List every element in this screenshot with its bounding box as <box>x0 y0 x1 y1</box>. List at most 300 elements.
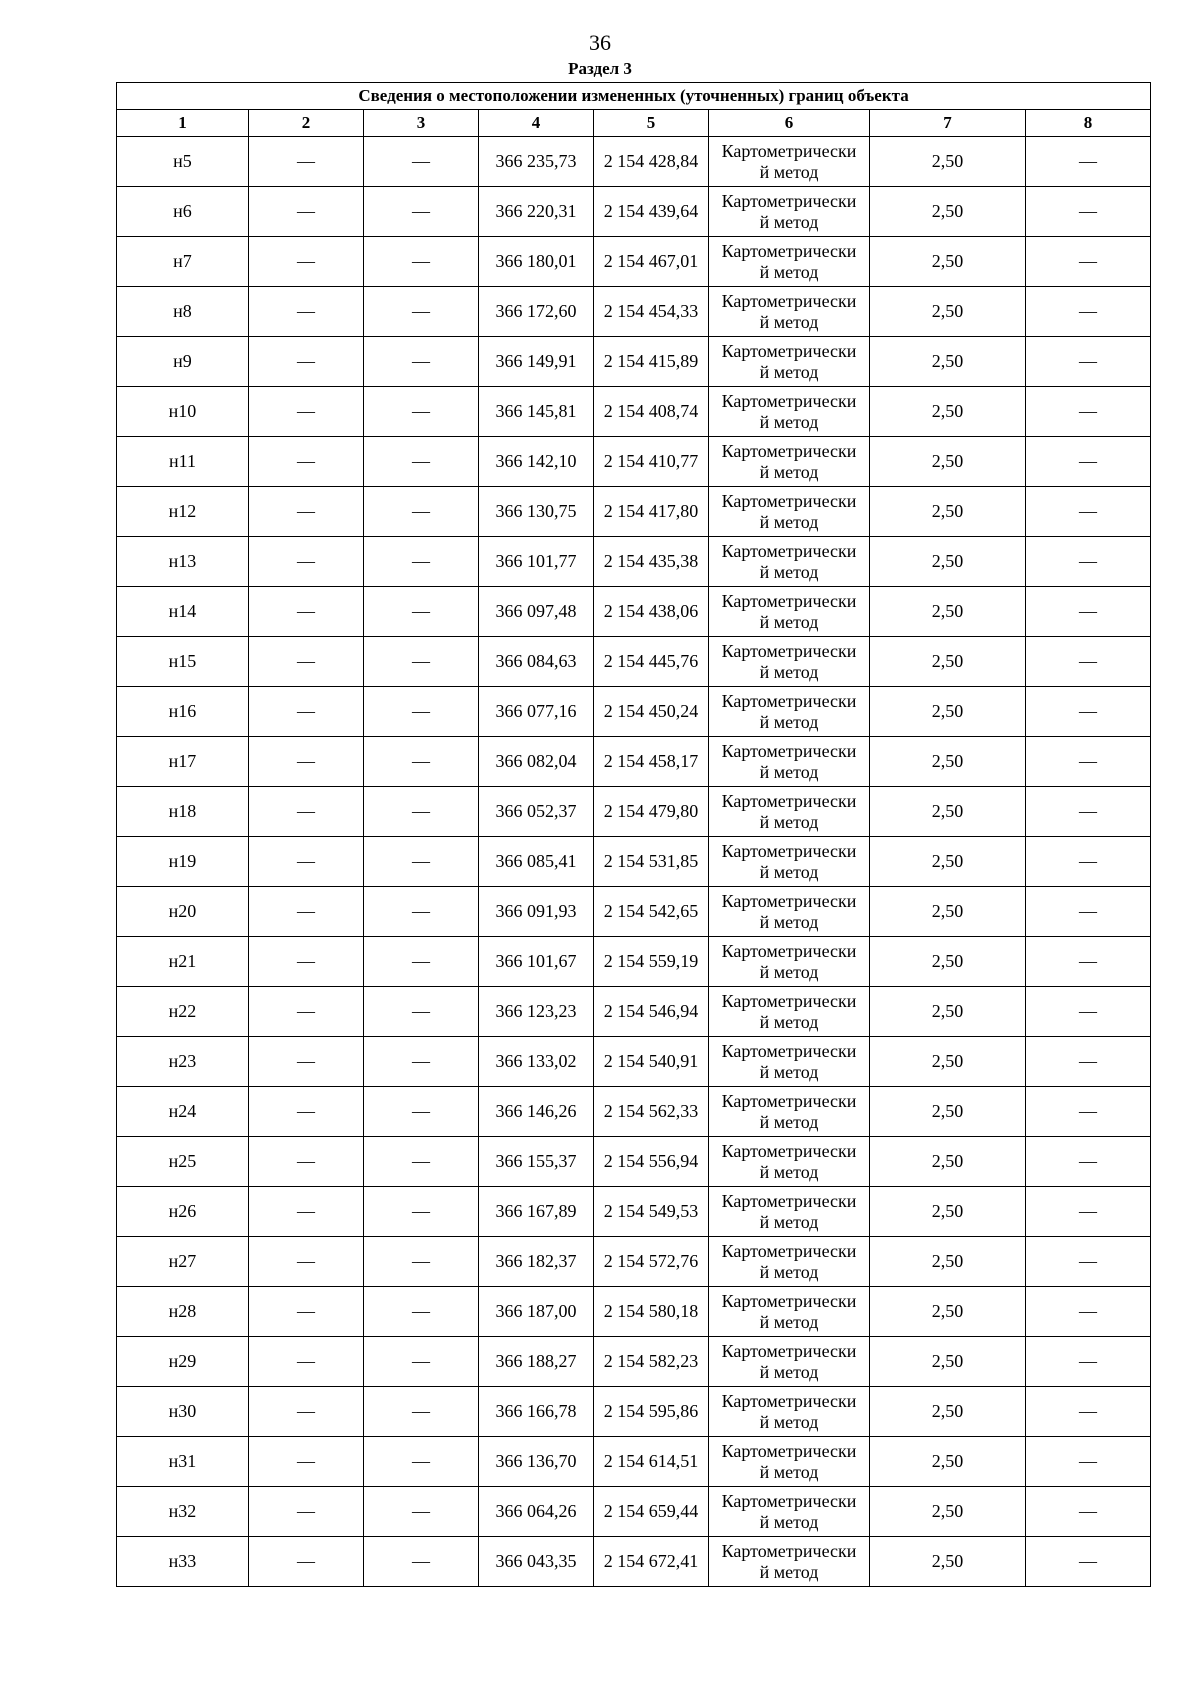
method-line-1: Картометрически <box>721 1540 857 1561</box>
column-3-cell: — <box>364 1337 479 1387</box>
column-2-cell: — <box>249 1537 364 1587</box>
y-coordinate-cell: 2 154 408,74 <box>594 387 709 437</box>
point-name-cell: н20 <box>117 887 249 937</box>
column-8-cell: — <box>1026 887 1151 937</box>
table-body <box>117 137 1151 1587</box>
table-row <box>117 337 1151 387</box>
method-line-1: Картометрически <box>721 1240 857 1261</box>
table-row <box>117 1287 1151 1337</box>
point-name-cell: н10 <box>117 387 249 437</box>
column-2-cell: — <box>249 1337 364 1387</box>
column-2-cell: — <box>249 137 364 187</box>
column-2-cell: — <box>249 1187 364 1237</box>
y-coordinate-cell: 2 154 595,86 <box>594 1387 709 1437</box>
method-line-2: й метод <box>759 461 819 482</box>
column-3-cell: — <box>364 837 479 887</box>
column-2-cell: — <box>249 287 364 337</box>
method-line-1: Картометрически <box>721 490 857 511</box>
method-line-2: й метод <box>759 761 819 782</box>
table-row <box>117 137 1151 187</box>
column-8-cell: — <box>1026 1087 1151 1137</box>
column-2-cell: — <box>249 587 364 637</box>
method-line-2: й метод <box>759 261 819 282</box>
method-line-2: й метод <box>759 1161 819 1182</box>
column-header-5: 5 <box>594 110 709 137</box>
method-line-1: Картометрически <box>721 1340 857 1361</box>
method-line-2: й метод <box>759 1411 819 1432</box>
x-coordinate-cell: 366 130,75 <box>479 487 594 537</box>
accuracy-cell: 2,50 <box>870 587 1026 637</box>
column-header-6: 6 <box>709 110 870 137</box>
accuracy-cell: 2,50 <box>870 1037 1026 1087</box>
table-row <box>117 1187 1151 1237</box>
column-2-cell: — <box>249 687 364 737</box>
y-coordinate-cell: 2 154 467,01 <box>594 237 709 287</box>
method-line-1: Картометрически <box>721 990 857 1011</box>
column-2-cell: — <box>249 937 364 987</box>
method-line-2: й метод <box>759 411 819 432</box>
column-2-cell: — <box>249 1237 364 1287</box>
x-coordinate-cell: 366 101,67 <box>479 937 594 987</box>
x-coordinate-cell: 366 146,26 <box>479 1087 594 1137</box>
x-coordinate-cell: 366 167,89 <box>479 1187 594 1237</box>
point-name-cell: н19 <box>117 837 249 887</box>
column-8-cell: — <box>1026 987 1151 1037</box>
accuracy-cell: 2,50 <box>870 237 1026 287</box>
accuracy-cell: 2,50 <box>870 987 1026 1037</box>
method-line-1: Картометрически <box>721 190 857 211</box>
column-3-cell: — <box>364 1287 479 1337</box>
point-name-cell: н15 <box>117 637 249 687</box>
column-3-cell: — <box>364 637 479 687</box>
method-line-1: Картометрически <box>721 1440 857 1461</box>
table-row <box>117 1387 1151 1437</box>
column-2-cell: — <box>249 637 364 687</box>
table-caption: Сведения о местоположении измененных (уточненных) границ объекта <box>117 83 1151 110</box>
column-3-cell: — <box>364 287 479 337</box>
column-8-cell: — <box>1026 337 1151 387</box>
y-coordinate-cell: 2 154 531,85 <box>594 837 709 887</box>
accuracy-cell: 2,50 <box>870 337 1026 387</box>
point-name-cell: н17 <box>117 737 249 787</box>
accuracy-cell: 2,50 <box>870 187 1026 237</box>
method-line-2: й метод <box>759 1211 819 1232</box>
column-8-cell: — <box>1026 287 1151 337</box>
method-cell <box>709 1487 870 1537</box>
table-row <box>117 737 1151 787</box>
method-line-1: Картометрически <box>721 690 857 711</box>
method-line-2: й метод <box>759 711 819 732</box>
method-cell <box>709 437 870 487</box>
x-coordinate-cell: 366 043,35 <box>479 1537 594 1587</box>
table-row <box>117 587 1151 637</box>
column-8-cell: — <box>1026 1387 1151 1437</box>
column-header-3: 3 <box>364 110 479 137</box>
table-row <box>117 887 1151 937</box>
point-name-cell: н21 <box>117 937 249 987</box>
method-cell <box>709 587 870 637</box>
accuracy-cell: 2,50 <box>870 1237 1026 1287</box>
table-row <box>117 837 1151 887</box>
method-line-2: й метод <box>759 161 819 182</box>
point-name-cell: н12 <box>117 487 249 537</box>
table-row <box>117 537 1151 587</box>
column-8-cell: — <box>1026 1037 1151 1087</box>
table-row <box>117 987 1151 1037</box>
method-cell <box>709 1287 870 1337</box>
method-line-2: й метод <box>759 1361 819 1382</box>
column-3-cell: — <box>364 187 479 237</box>
column-2-cell: — <box>249 987 364 1037</box>
accuracy-cell: 2,50 <box>870 687 1026 737</box>
method-line-2: й метод <box>759 211 819 232</box>
column-8-cell: — <box>1026 537 1151 587</box>
method-line-1: Картометрически <box>721 290 857 311</box>
column-8-cell: — <box>1026 1487 1151 1537</box>
y-coordinate-cell: 2 154 415,89 <box>594 337 709 387</box>
column-8-cell: — <box>1026 137 1151 187</box>
column-8-cell: — <box>1026 1337 1151 1387</box>
method-cell <box>709 787 870 837</box>
y-coordinate-cell: 2 154 428,84 <box>594 137 709 187</box>
column-2-cell: — <box>249 787 364 837</box>
column-2-cell: — <box>249 1437 364 1487</box>
column-8-cell: — <box>1026 687 1151 737</box>
column-2-cell: — <box>249 437 364 487</box>
table-row <box>117 787 1151 837</box>
table-row <box>117 1237 1151 1287</box>
x-coordinate-cell: 366 123,23 <box>479 987 594 1037</box>
column-3-cell: — <box>364 737 479 787</box>
point-name-cell: н7 <box>117 237 249 287</box>
y-coordinate-cell: 2 154 546,94 <box>594 987 709 1037</box>
y-coordinate-cell: 2 154 562,33 <box>594 1087 709 1137</box>
method-line-1: Картометрически <box>721 590 857 611</box>
method-cell <box>709 187 870 237</box>
method-line-1: Картометрически <box>721 1290 857 1311</box>
accuracy-cell: 2,50 <box>870 387 1026 437</box>
column-2-cell: — <box>249 237 364 287</box>
point-name-cell: н14 <box>117 587 249 637</box>
method-cell <box>709 1087 870 1137</box>
column-2-cell: — <box>249 487 364 537</box>
column-8-cell: — <box>1026 487 1151 537</box>
column-2-cell: — <box>249 837 364 887</box>
column-2-cell: — <box>249 537 364 587</box>
table-row <box>117 1487 1151 1537</box>
column-8-cell: — <box>1026 1187 1151 1237</box>
x-coordinate-cell: 366 166,78 <box>479 1387 594 1437</box>
point-name-cell: н11 <box>117 437 249 487</box>
x-coordinate-cell: 366 155,37 <box>479 1137 594 1187</box>
method-cell <box>709 1037 870 1087</box>
column-2-cell: — <box>249 1037 364 1087</box>
method-cell <box>709 1387 870 1437</box>
method-line-2: й метод <box>759 361 819 382</box>
point-name-cell: н32 <box>117 1487 249 1537</box>
table-row <box>117 487 1151 537</box>
y-coordinate-cell: 2 154 549,53 <box>594 1187 709 1237</box>
method-line-2: й метод <box>759 1261 819 1282</box>
x-coordinate-cell: 366 220,31 <box>479 187 594 237</box>
table-row <box>117 937 1151 987</box>
column-3-cell: — <box>364 687 479 737</box>
method-line-1: Картометрически <box>721 740 857 761</box>
accuracy-cell: 2,50 <box>870 437 1026 487</box>
accuracy-cell: 2,50 <box>870 637 1026 687</box>
method-line-1: Картометрически <box>721 940 857 961</box>
column-3-cell: — <box>364 937 479 987</box>
x-coordinate-cell: 366 077,16 <box>479 687 594 737</box>
method-line-1: Картометрически <box>721 1140 857 1161</box>
method-line-2: й метод <box>759 511 819 532</box>
x-coordinate-cell: 366 064,26 <box>479 1487 594 1537</box>
point-name-cell: н9 <box>117 337 249 387</box>
x-coordinate-cell: 366 101,77 <box>479 537 594 587</box>
column-3-cell: — <box>364 537 479 587</box>
x-coordinate-cell: 366 142,10 <box>479 437 594 487</box>
method-line-2: й метод <box>759 861 819 882</box>
accuracy-cell: 2,50 <box>870 937 1026 987</box>
column-header-4: 4 <box>479 110 594 137</box>
method-line-1: Картометрически <box>721 1490 857 1511</box>
column-2-cell: — <box>249 1087 364 1137</box>
accuracy-cell: 2,50 <box>870 1337 1026 1387</box>
x-coordinate-cell: 366 082,04 <box>479 737 594 787</box>
y-coordinate-cell: 2 154 458,17 <box>594 737 709 787</box>
method-cell <box>709 1137 870 1187</box>
x-coordinate-cell: 366 052,37 <box>479 787 594 837</box>
column-3-cell: — <box>364 337 479 387</box>
point-name-cell: н31 <box>117 1437 249 1487</box>
y-coordinate-cell: 2 154 445,76 <box>594 637 709 687</box>
column-2-cell: — <box>249 187 364 237</box>
x-coordinate-cell: 366 084,63 <box>479 637 594 687</box>
column-3-cell: — <box>364 987 479 1037</box>
method-line-2: й метод <box>759 611 819 632</box>
point-name-cell: н5 <box>117 137 249 187</box>
method-line-1: Картометрически <box>721 790 857 811</box>
x-coordinate-cell: 366 172,60 <box>479 287 594 337</box>
accuracy-cell: 2,50 <box>870 1437 1026 1487</box>
column-3-cell: — <box>364 237 479 287</box>
boundary-coordinates-table <box>116 82 1151 1587</box>
accuracy-cell: 2,50 <box>870 1187 1026 1237</box>
method-line-1: Картометрически <box>721 1040 857 1061</box>
method-line-1: Картометрически <box>721 390 857 411</box>
accuracy-cell: 2,50 <box>870 487 1026 537</box>
accuracy-cell: 2,50 <box>870 837 1026 887</box>
method-cell <box>709 337 870 387</box>
method-cell <box>709 137 870 187</box>
y-coordinate-cell: 2 154 479,80 <box>594 787 709 837</box>
column-3-cell: — <box>364 587 479 637</box>
point-name-cell: н8 <box>117 287 249 337</box>
point-name-cell: н28 <box>117 1287 249 1337</box>
method-cell <box>709 1187 870 1237</box>
accuracy-cell: 2,50 <box>870 287 1026 337</box>
method-line-2: й метод <box>759 1511 819 1532</box>
y-coordinate-cell: 2 154 556,94 <box>594 1137 709 1187</box>
column-3-cell: — <box>364 137 479 187</box>
table-row <box>117 237 1151 287</box>
method-line-1: Картометрически <box>721 340 857 361</box>
column-header-7: 7 <box>870 110 1026 137</box>
column-3-cell: — <box>364 1087 479 1137</box>
method-line-2: й метод <box>759 1061 819 1082</box>
column-8-cell: — <box>1026 737 1151 787</box>
column-8-cell: — <box>1026 187 1151 237</box>
column-2-cell: — <box>249 337 364 387</box>
column-8-cell: — <box>1026 1137 1151 1187</box>
method-cell <box>709 287 870 337</box>
table-row <box>117 437 1151 487</box>
accuracy-cell: 2,50 <box>870 737 1026 787</box>
column-3-cell: — <box>364 787 479 837</box>
column-3-cell: — <box>364 1037 479 1087</box>
y-coordinate-cell: 2 154 439,64 <box>594 187 709 237</box>
column-8-cell: — <box>1026 1237 1151 1287</box>
method-cell <box>709 1337 870 1387</box>
accuracy-cell: 2,50 <box>870 887 1026 937</box>
method-cell <box>709 1537 870 1587</box>
y-coordinate-cell: 2 154 559,19 <box>594 937 709 987</box>
y-coordinate-cell: 2 154 540,91 <box>594 1037 709 1087</box>
accuracy-cell: 2,50 <box>870 537 1026 587</box>
y-coordinate-cell: 2 154 410,77 <box>594 437 709 487</box>
method-line-1: Картометрически <box>721 1190 857 1211</box>
method-cell <box>709 487 870 537</box>
column-2-cell: — <box>249 887 364 937</box>
method-line-1: Картометрически <box>721 1390 857 1411</box>
column-header-2: 2 <box>249 110 364 137</box>
x-coordinate-cell: 366 133,02 <box>479 1037 594 1087</box>
method-cell <box>709 837 870 887</box>
table-row <box>117 387 1151 437</box>
column-2-cell: — <box>249 737 364 787</box>
column-3-cell: — <box>364 1237 479 1287</box>
column-2-cell: — <box>249 1387 364 1437</box>
x-coordinate-cell: 366 136,70 <box>479 1437 594 1487</box>
table-row <box>117 1037 1151 1087</box>
page-number: 36 <box>589 30 611 55</box>
accuracy-cell: 2,50 <box>870 1137 1026 1187</box>
table-row <box>117 1137 1151 1187</box>
table-row <box>117 1087 1151 1137</box>
column-3-cell: — <box>364 387 479 437</box>
accuracy-cell: 2,50 <box>870 1287 1026 1337</box>
method-line-2: й метод <box>759 1461 819 1482</box>
method-line-2: й метод <box>759 811 819 832</box>
column-8-cell: — <box>1026 937 1151 987</box>
point-name-cell: н13 <box>117 537 249 587</box>
column-2-cell: — <box>249 1287 364 1337</box>
table-row <box>117 1537 1151 1587</box>
column-8-cell: — <box>1026 437 1151 487</box>
method-cell <box>709 887 870 937</box>
y-coordinate-cell: 2 154 614,51 <box>594 1437 709 1487</box>
column-8-cell: — <box>1026 837 1151 887</box>
method-line-1: Картометрически <box>721 1090 857 1111</box>
method-cell <box>709 937 870 987</box>
column-3-cell: — <box>364 1537 479 1587</box>
y-coordinate-cell: 2 154 450,24 <box>594 687 709 737</box>
method-cell <box>709 387 870 437</box>
point-name-cell: н25 <box>117 1137 249 1187</box>
column-3-cell: — <box>364 1187 479 1237</box>
x-coordinate-cell: 366 180,01 <box>479 237 594 287</box>
x-coordinate-cell: 366 097,48 <box>479 587 594 637</box>
accuracy-cell: 2,50 <box>870 1487 1026 1537</box>
column-8-cell: — <box>1026 587 1151 637</box>
method-cell <box>709 637 870 687</box>
x-coordinate-cell: 366 188,27 <box>479 1337 594 1387</box>
column-8-cell: — <box>1026 1287 1151 1337</box>
column-3-cell: — <box>364 1487 479 1537</box>
y-coordinate-cell: 2 154 542,65 <box>594 887 709 937</box>
method-line-2: й метод <box>759 311 819 332</box>
method-line-2: й метод <box>759 911 819 932</box>
accuracy-cell: 2,50 <box>870 1537 1026 1587</box>
column-8-cell: — <box>1026 387 1151 437</box>
column-2-cell: — <box>249 387 364 437</box>
y-coordinate-cell: 2 154 438,06 <box>594 587 709 637</box>
accuracy-cell: 2,50 <box>870 137 1026 187</box>
method-line-1: Картометрически <box>721 440 857 461</box>
method-cell <box>709 687 870 737</box>
point-name-cell: н33 <box>117 1537 249 1587</box>
method-cell <box>709 737 870 787</box>
method-line-2: й метод <box>759 1111 819 1132</box>
y-coordinate-cell: 2 154 572,76 <box>594 1237 709 1287</box>
accuracy-cell: 2,50 <box>870 1387 1026 1437</box>
method-line-2: й метод <box>759 1011 819 1032</box>
column-header-row <box>117 110 1151 137</box>
y-coordinate-cell: 2 154 454,33 <box>594 287 709 337</box>
point-name-cell: н24 <box>117 1087 249 1137</box>
column-3-cell: — <box>364 1137 479 1187</box>
column-8-cell: — <box>1026 637 1151 687</box>
method-line-2: й метод <box>759 561 819 582</box>
column-8-cell: — <box>1026 787 1151 837</box>
y-coordinate-cell: 2 154 659,44 <box>594 1487 709 1537</box>
table-row <box>117 187 1151 237</box>
point-name-cell: н16 <box>117 687 249 737</box>
point-name-cell: н23 <box>117 1037 249 1087</box>
column-header-8: 8 <box>1026 110 1151 137</box>
column-8-cell: — <box>1026 237 1151 287</box>
method-cell <box>709 1237 870 1287</box>
x-coordinate-cell: 366 145,81 <box>479 387 594 437</box>
column-8-cell: — <box>1026 1537 1151 1587</box>
column-2-cell: — <box>249 1137 364 1187</box>
method-line-1: Картометрически <box>721 640 857 661</box>
y-coordinate-cell: 2 154 580,18 <box>594 1287 709 1337</box>
x-coordinate-cell: 366 235,73 <box>479 137 594 187</box>
method-line-1: Картометрически <box>721 140 857 161</box>
method-cell <box>709 1437 870 1487</box>
x-coordinate-cell: 366 149,91 <box>479 337 594 387</box>
table-row <box>117 1337 1151 1387</box>
method-cell <box>709 987 870 1037</box>
column-3-cell: — <box>364 1387 479 1437</box>
method-line-2: й метод <box>759 961 819 982</box>
point-name-cell: н27 <box>117 1237 249 1287</box>
method-line-1: Картометрически <box>721 890 857 911</box>
x-coordinate-cell: 366 187,00 <box>479 1287 594 1337</box>
table-row <box>117 1437 1151 1487</box>
method-line-1: Картометрически <box>721 240 857 261</box>
